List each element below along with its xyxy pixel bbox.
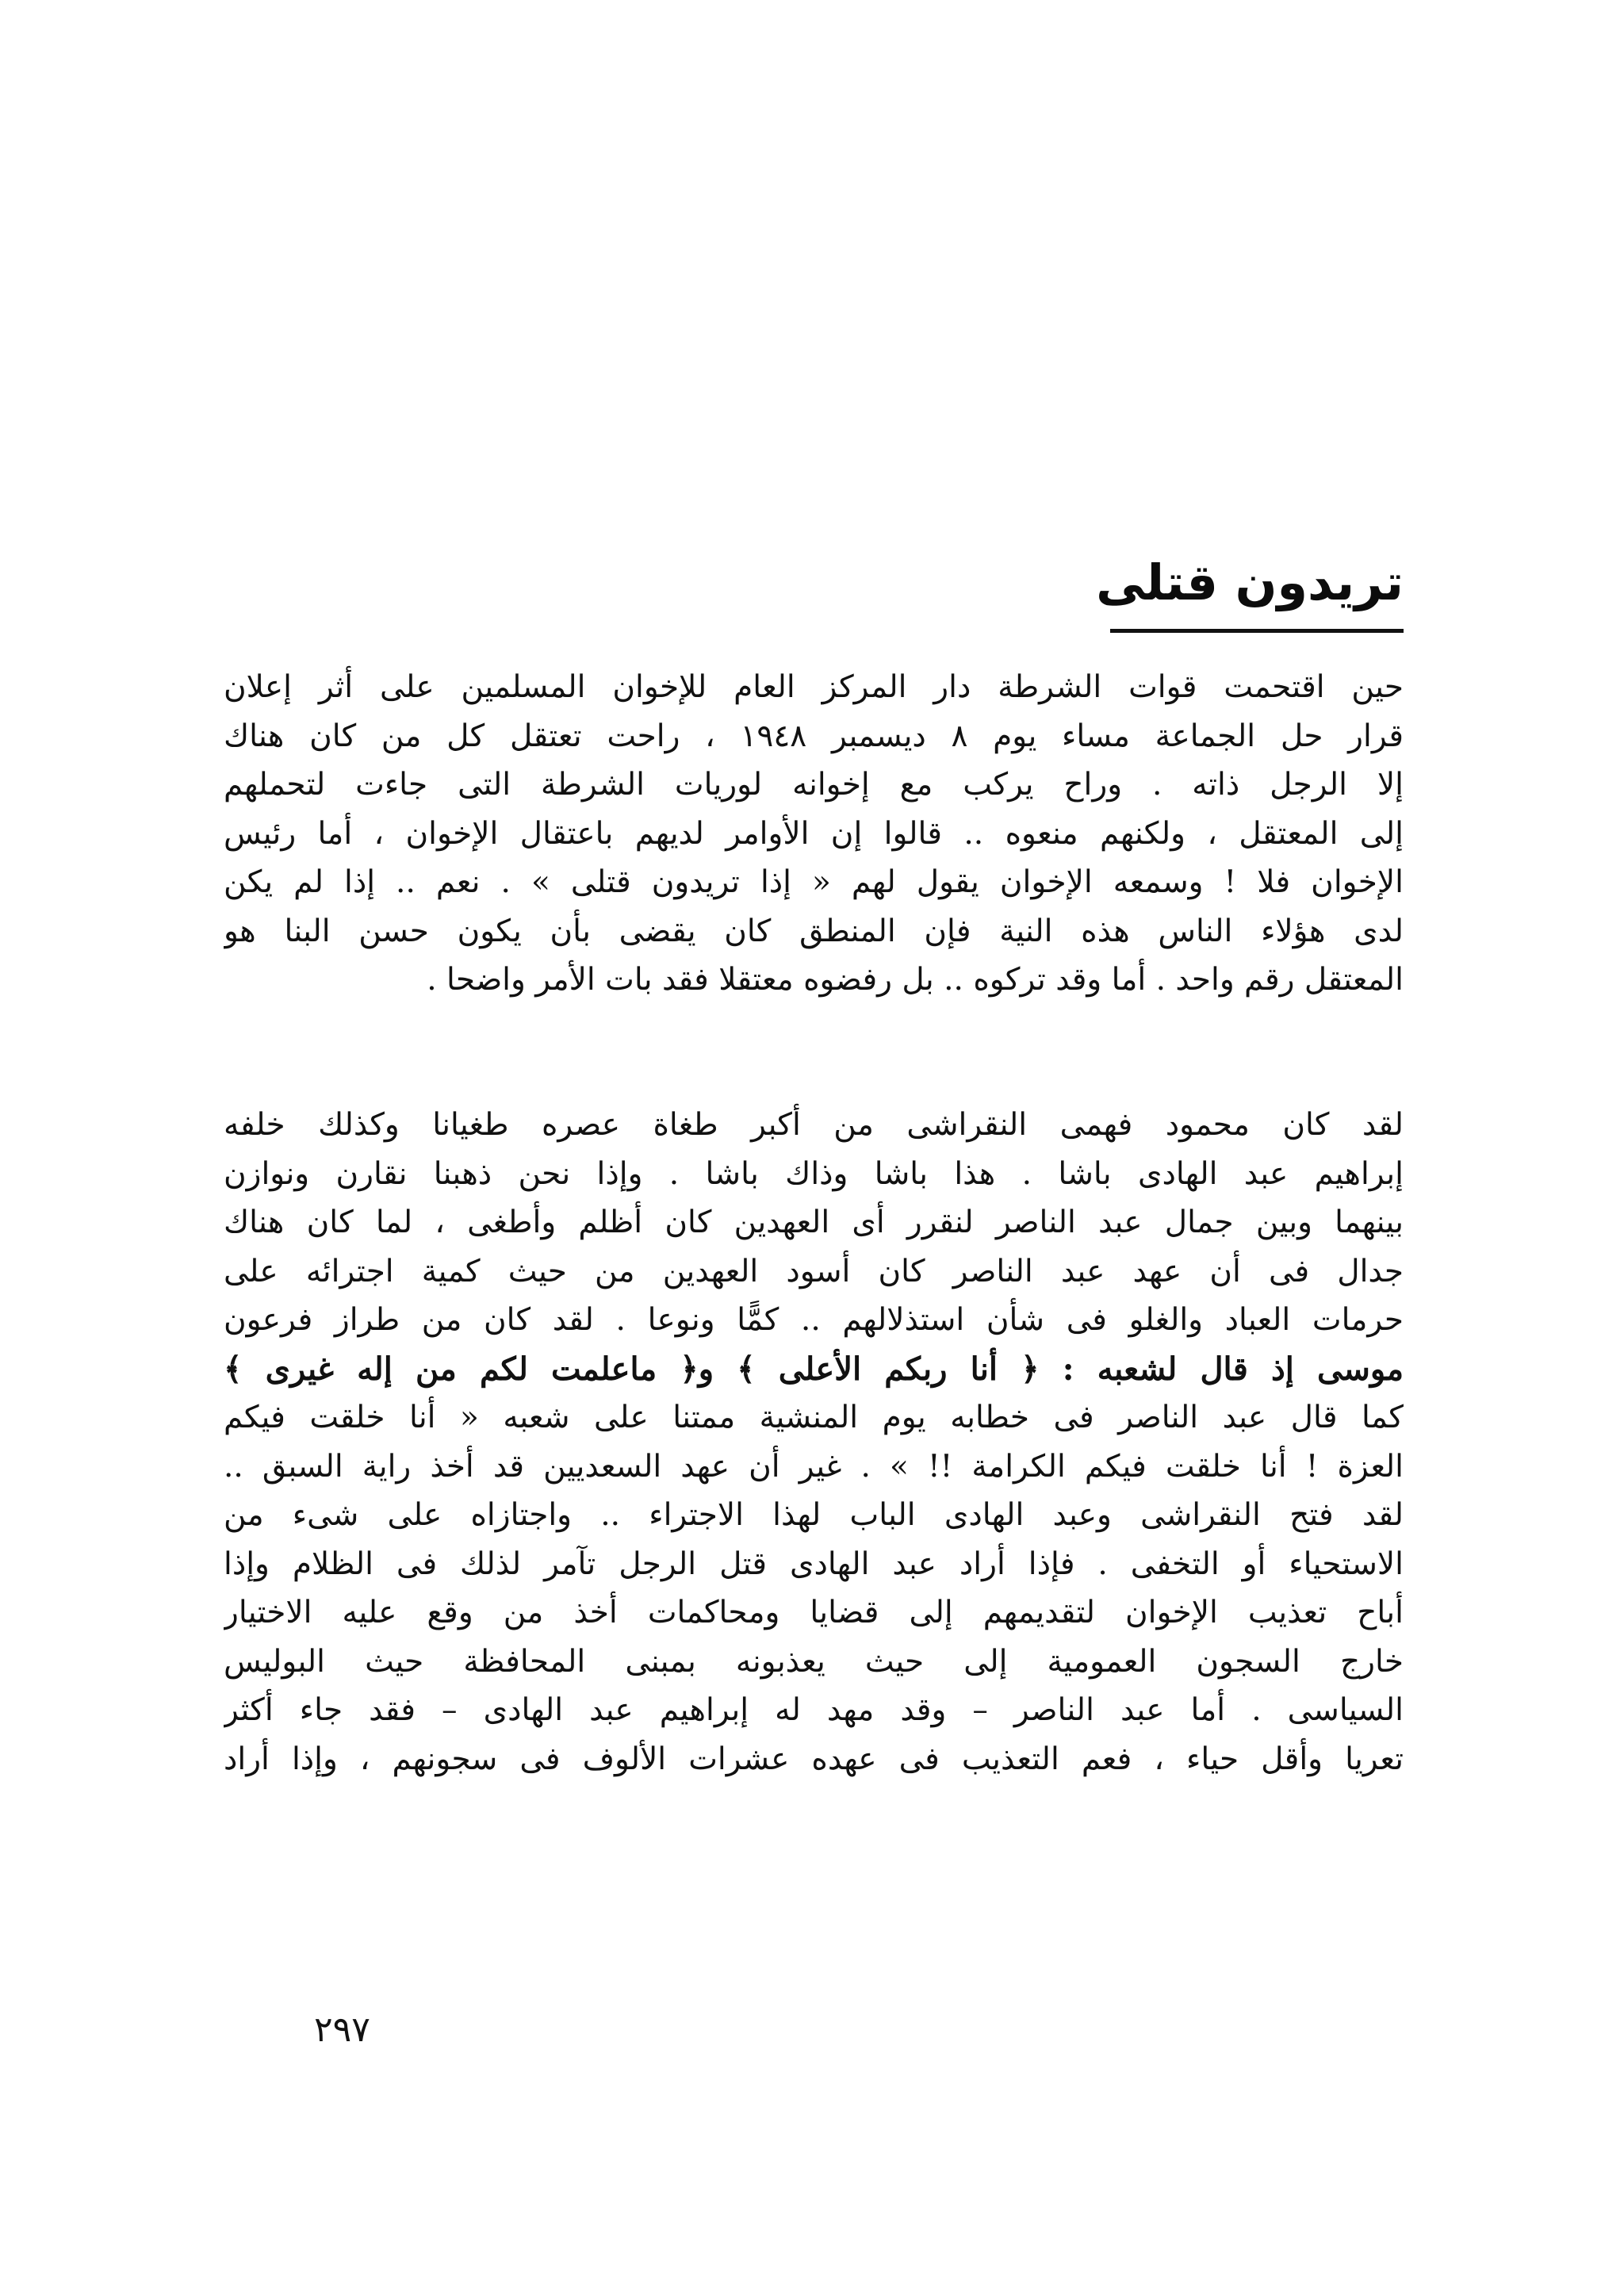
paragraph [224, 663, 1404, 1005]
text-line: المعتقل رقم واحد . أما وقد تركوه .. بل رفضوه معتقلا فقد بات الأمر واضحا . [427, 962, 1404, 998]
text-line: لقد فتح النقراشى وعبد الهادى الباب لهذا الاجتراء .. واجتازاه على شىء من [224, 1497, 1404, 1533]
text-line: الاستحياء أو التخفى . فإذا أراد عبد الهادى قتل الرجل تآمر لذلك فى الظلام وإذا [224, 1546, 1404, 1582]
text-line: السياسى . أما عبد الناصر – وقد مهد له إبراهيم عبد الهادى – فقد جاء أكثر [224, 1692, 1404, 1728]
text-line: لدى هؤلاء الناس هذه النية فإن المنطق كان يقضى بأن يكون حسن البنا هو [224, 913, 1404, 949]
chapter-title: تريدون قتلى [1096, 554, 1404, 611]
text-line: أباح تعذيب الإخوان لتقديمهم إلى قضايا ومحاكمات أخذ من وقع عليه الاختيار [224, 1595, 1404, 1630]
text-line: خارج السجون العمومية إلى حيث يعذبونه بمبنى المحافظة حيث البوليس [224, 1643, 1404, 1680]
text-line: العزة ! أنا خلقت فيكم الكرامة !! » . غير أن عهد السعديين قد أخذ راية السبق .. [224, 1448, 1404, 1485]
text-line: الإخوان فلا ! وسمعه الإخوان يقول لهم « إذا تريدون قتلى » . نعم .. إذا لم يكن [224, 864, 1404, 900]
paragraph [224, 1101, 1404, 1783]
text-line: حرمات العباد والغلو فى شأن استذلالهم .. كمًّا ونوعا . لقد كان من طراز فرعون [224, 1302, 1404, 1338]
quran-quote-line: موسى إذ قال لشعبه : ﴿ أنا ربكم الأعلى ﴾ و﴿ ماعلمت لكم من إله غيرى ﴾ [224, 1350, 1404, 1388]
text-line: كما قال عبد الناصر فى خطابه يوم المنشية ممتنا على شعبه « أنا خلقت فيكم [224, 1400, 1404, 1435]
text-line: لقد كان محمود فهمى النقراشى من أكبر طغاة عصره طغيانا وكذلك خلفه [224, 1107, 1404, 1143]
text-line: إلا الرجل ذاته . وراح يركب مع إخوانه لوريات الشرطة التى جاءت لتحملهم [224, 767, 1404, 803]
text-line: تعريا وأقل حياء ، فعم التعذيب فى عهده عشرات الألوف فى سجونهم ، وإذا أراد [224, 1741, 1404, 1777]
page-number: ٢٩٧ [314, 2009, 370, 2050]
text-line: حين اقتحمت قوات الشرطة دار المركز العام للإخوان المسلمين على أثر إعلان [224, 669, 1404, 705]
title-underline [1110, 629, 1404, 633]
text-line: بينهما وبين جمال عبد الناصر لنقرر أى العهدين كان أظلم وأطغى ، لما كان هناك [224, 1205, 1404, 1240]
text-line: قرار حل الجماعة مساء يوم ٨ ديسمبر ١٩٤٨ ، راحت تعتقل كل من كان هناك [224, 718, 1404, 754]
text-line: إبراهيم عبد الهادى باشا . هذا باشا وذاك باشا . وإذا نحن ذهبنا نقارن ونوازن [224, 1155, 1404, 1192]
text-line: إلى المعتقل ، ولكنهم منعوه .. قالوا إن الأوامر لديهم باعتقال الإخوان ، أما رئيس [224, 815, 1404, 852]
text-line: جدال فى أن عهد عبد الناصر كان أسود العهدين من حيث كمية اجترائه على [224, 1253, 1404, 1289]
